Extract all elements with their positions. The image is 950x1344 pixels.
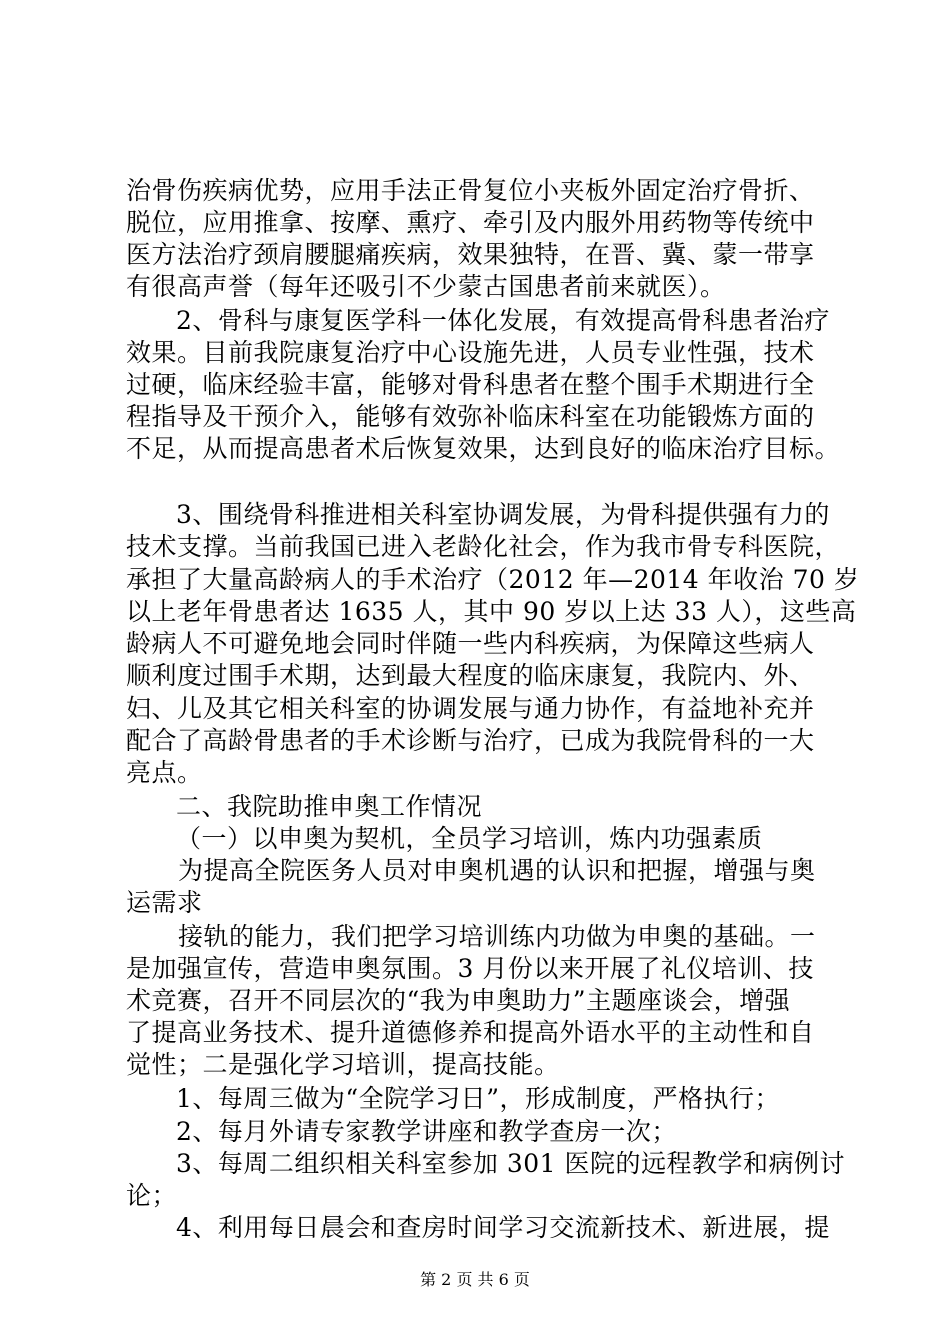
text-line: 技术支撑。当前我国已进入老龄化社会，作为我市骨专科医院， — [126, 532, 841, 561]
text-line: 觉性；二是强化学习培训，提高技能。 — [126, 1050, 560, 1079]
text-line: 运需求 — [126, 888, 203, 917]
text-line: 是加强宣传，营造申奥氛围。3 月份以来开展了礼仪培训、技 — [126, 954, 814, 983]
text-line: 脱位，应用推拿、按摩、熏疗、牵引及内服外用药物等传统中 — [126, 208, 815, 237]
text-line: 2、骨科与康复医学科一体化发展，有效提高骨科患者治疗 — [176, 306, 830, 335]
text-line: 术竞赛，召开不同层次的“我为申奥助力”主题座谈会，增强 — [126, 986, 791, 1015]
text-line: 有很高声誉（每年还吸引不少蒙古国患者前来就医）。 — [126, 272, 726, 301]
list-item: 3、每周二组织相关科室参加 301 医院的远程教学和病例讨 — [176, 1149, 846, 1178]
text-line: 论； — [126, 1181, 178, 1210]
list-item: 4、利用每日晨会和查房时间学习交流新技术、新进展，提 — [176, 1213, 830, 1242]
text-line: 过硬，临床经验丰富，能够对骨科患者在整个围手术期进行全 — [126, 370, 815, 399]
text-line: 程指导及干预介入，能够有效弥补临床科室在功能锻炼方面的 — [126, 402, 815, 431]
text-line: 效果。目前我院康复治疗中心设施先进，人员专业性强，技术 — [126, 338, 815, 367]
text-line: 顺利度过围手术期，达到最大程度的临床康复，我院内、外、 — [126, 661, 815, 690]
list-item: 2、每月外请专家教学讲座和教学查房一次； — [176, 1117, 677, 1146]
text-line: 妇、儿及其它相关科室的协调发展与通力协作，有益地补充并 — [126, 694, 815, 723]
text-line: 为提高全院医务人员对申奥机遇的认识和把握，增强与奥 — [178, 856, 816, 885]
text-line: 承担了大量高龄病人的手术治疗（2012 年—2014 年收治 70 岁 — [126, 565, 860, 594]
page-footer: 第 2 页 共 6 页 — [420, 1270, 530, 1289]
text-line: 医方法治疗颈肩腰腿痛疾病，效果独特，在晋、冀、蒙一带享 — [126, 240, 815, 269]
list-item: 1、每周三做为“全院学习日”，形成制度，严格执行； — [176, 1084, 780, 1113]
text-line: 龄病人不可避免地会同时伴随一些内科疾病，为保障这些病人 — [126, 629, 815, 658]
text-line: 治骨伤疾病优势，应用手法正骨复位小夹板外固定治疗骨折、 — [126, 176, 815, 205]
text-line: 不足，从而提高患者术后恢复效果，达到良好的临床治疗目标。 — [126, 434, 841, 463]
text-line: 亮点。 — [126, 758, 203, 787]
text-line: 配合了高龄骨患者的手术诊断与治疗，已成为我院骨科的一大 — [126, 726, 815, 755]
section-heading: 二、我院助推申奥工作情况 — [176, 792, 483, 821]
text-line: 了提高业务技术、提升道德修养和提高外语水平的主动性和自 — [126, 1018, 815, 1047]
text-line: 接轨的能力，我们把学习培训练内功做为申奥的基础。一 — [178, 922, 816, 951]
text-line: 3、围绕骨科推进相关科室协调发展，为骨科提供强有力的 — [176, 500, 830, 529]
subsection-heading: （一）以申奥为契机，全员学习培训，炼内功强素质 — [176, 824, 763, 853]
text-line: 以上老年骨患者达 1635 人，其中 90 岁以上达 33 人），这些高 — [126, 597, 857, 626]
